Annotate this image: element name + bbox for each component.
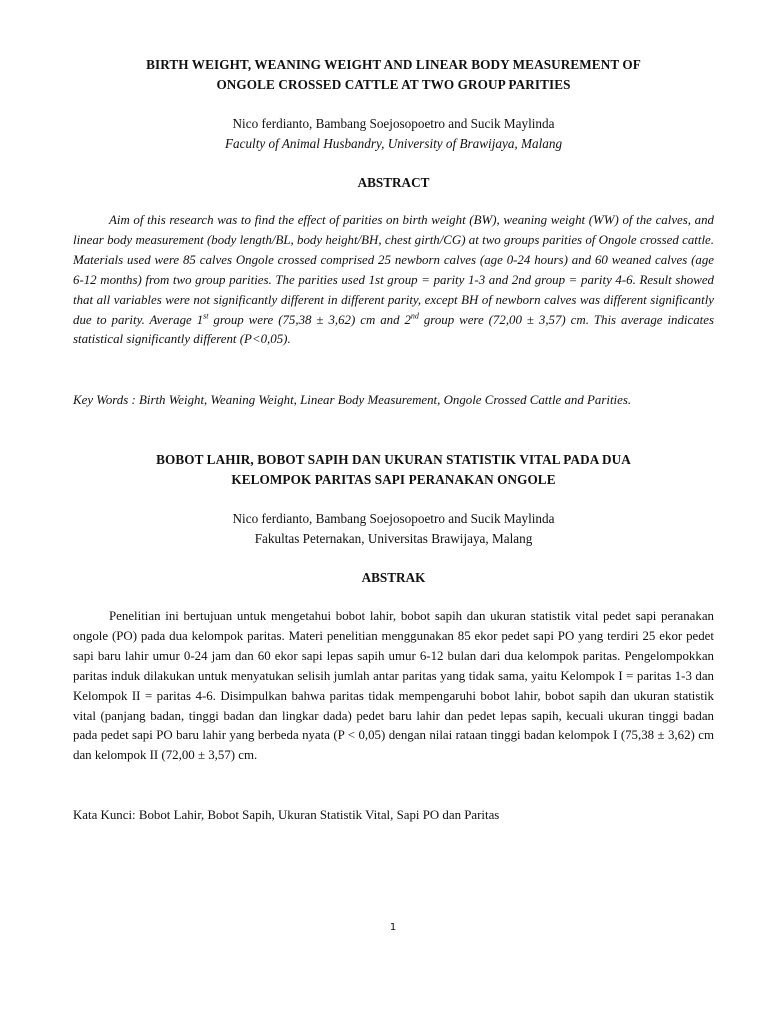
english-abstract-part3: group were (72,00 ± 3,57) cm. This average indicates statistical significantly different (P<0,05). <box>73 312 714 347</box>
english-keywords: Key Words : Birth Weight, Weaning Weight, Linear Body Measurement, Ongole Crossed Cattle and Parities. <box>73 393 632 407</box>
english-abstract-part1: Aim of this research was to find the effect of parities on birth weight (BW), weaning weight (WW) of the calves, and linear body measurement (body length/BL, body height/BH, chest girth/CG) at two groups parities of Ongole crossed cattle. Materials used were 85 calves Ongole crossed comprised 25 newborn calves (age 0-24 hours) and 60 weaned calves (age 6-12 months) from two group parities. The parities used 1st group = parity 1-3 and 2nd group = parity 4-6. Result showed that all variables were not significantly different in different parity, except BH of newborn calves was different significantly due to parity. Average 1 <box>73 213 714 327</box>
page-number: 1 <box>389 922 397 933</box>
english-title-line1: BIRTH WEIGHT, WEANING WEIGHT AND LINEAR BODY MEASUREMENT OF <box>146 57 641 72</box>
english-abstract-block <box>73 211 714 350</box>
indonesian-title-line2: KELOMPOK PARITAS SAPI PERANAKAN ONGOLE <box>231 472 556 487</box>
english-abstract-part2: group were (75,38 ± 3,62) cm and 2 <box>208 312 411 327</box>
english-abstract <box>73 211 714 350</box>
english-abstract-sup2: nd <box>410 311 419 321</box>
indonesian-title-line1: BOBOT LAHIR, BOBOT SAPIH DAN UKURAN STATISTIK VITAL PADA DUA <box>156 452 631 467</box>
abstract-heading-block <box>73 173 714 193</box>
indonesian-affiliation: Fakultas Peternakan, Universitas Brawijaya, Malang <box>254 531 533 546</box>
english-author-block <box>73 114 714 154</box>
indonesian-abstract-block <box>73 607 714 766</box>
abstract-heading: ABSTRACT <box>357 175 430 190</box>
english-authors: Nico ferdianto, Bambang Soejosopoetro and Sucik Maylinda <box>232 116 555 131</box>
english-affiliation: Faculty of Animal Husbandry, University of Brawijaya, Malang <box>224 136 563 151</box>
abstrak-heading-block <box>73 568 714 588</box>
indonesian-keywords: Kata Kunci: Bobot Lahir, Bobot Sapih, Ukuran Statistik Vital, Sapi PO dan Paritas <box>73 808 500 822</box>
english-title <box>73 55 714 95</box>
indonesian-author-block <box>73 509 714 549</box>
indonesian-abstract: Penelitian ini bertujuan untuk mengetahui bobot lahir, bobot sapih dan ukuran statistik vital pedet sapi peranakan ongole (PO) pada dua kelompok paritas. Materi penelitian menggunakan 85 ekor pedet sapi PO yang terdiri 25 ekor pedet sapi baru lahir umur 0-24 jam dan 60 ekor sapi lepas sapih umur 6-12 bulan dari dua kelompok paritas. Pengelompokkan paritas induk dilakukan untuk menyatukan selisih jumlah antar paritas yang tidak sama, yaitu Kelompok I = paritas 1-3 dan Kelompok II = paritas 4-6. Disimpulkan bahwa paritas tidak mempengaruhi bobot lahir, bobot sapih dan ukuran statistik vital (panjang badan, tinggi badan dan lingkar dada) pedet baru lahir dan pedet lepas sapih, kecuali ukuran tinggi badan pada pedet sapi PO baru lahir yang berbeda nyata (P < 0,05) dengan nilai rataan tinggi badan kelompok I (75,38 ± 3,62) cm dan kelompok II (72,00 ± 3,57) cm. <box>73 609 714 763</box>
english-keywords-block <box>73 390 714 410</box>
english-title-line2: ONGOLE CROSSED CATTLE AT TWO GROUP PARITIES <box>216 77 571 92</box>
indonesian-title <box>73 450 714 490</box>
abstrak-heading: ABSTRAK <box>361 570 426 585</box>
indonesian-keywords-block <box>73 805 714 825</box>
english-abstract-sup1: st <box>203 311 209 321</box>
indonesian-authors: Nico ferdianto, Bambang Soejosopoetro and Sucik Maylinda <box>232 511 555 526</box>
